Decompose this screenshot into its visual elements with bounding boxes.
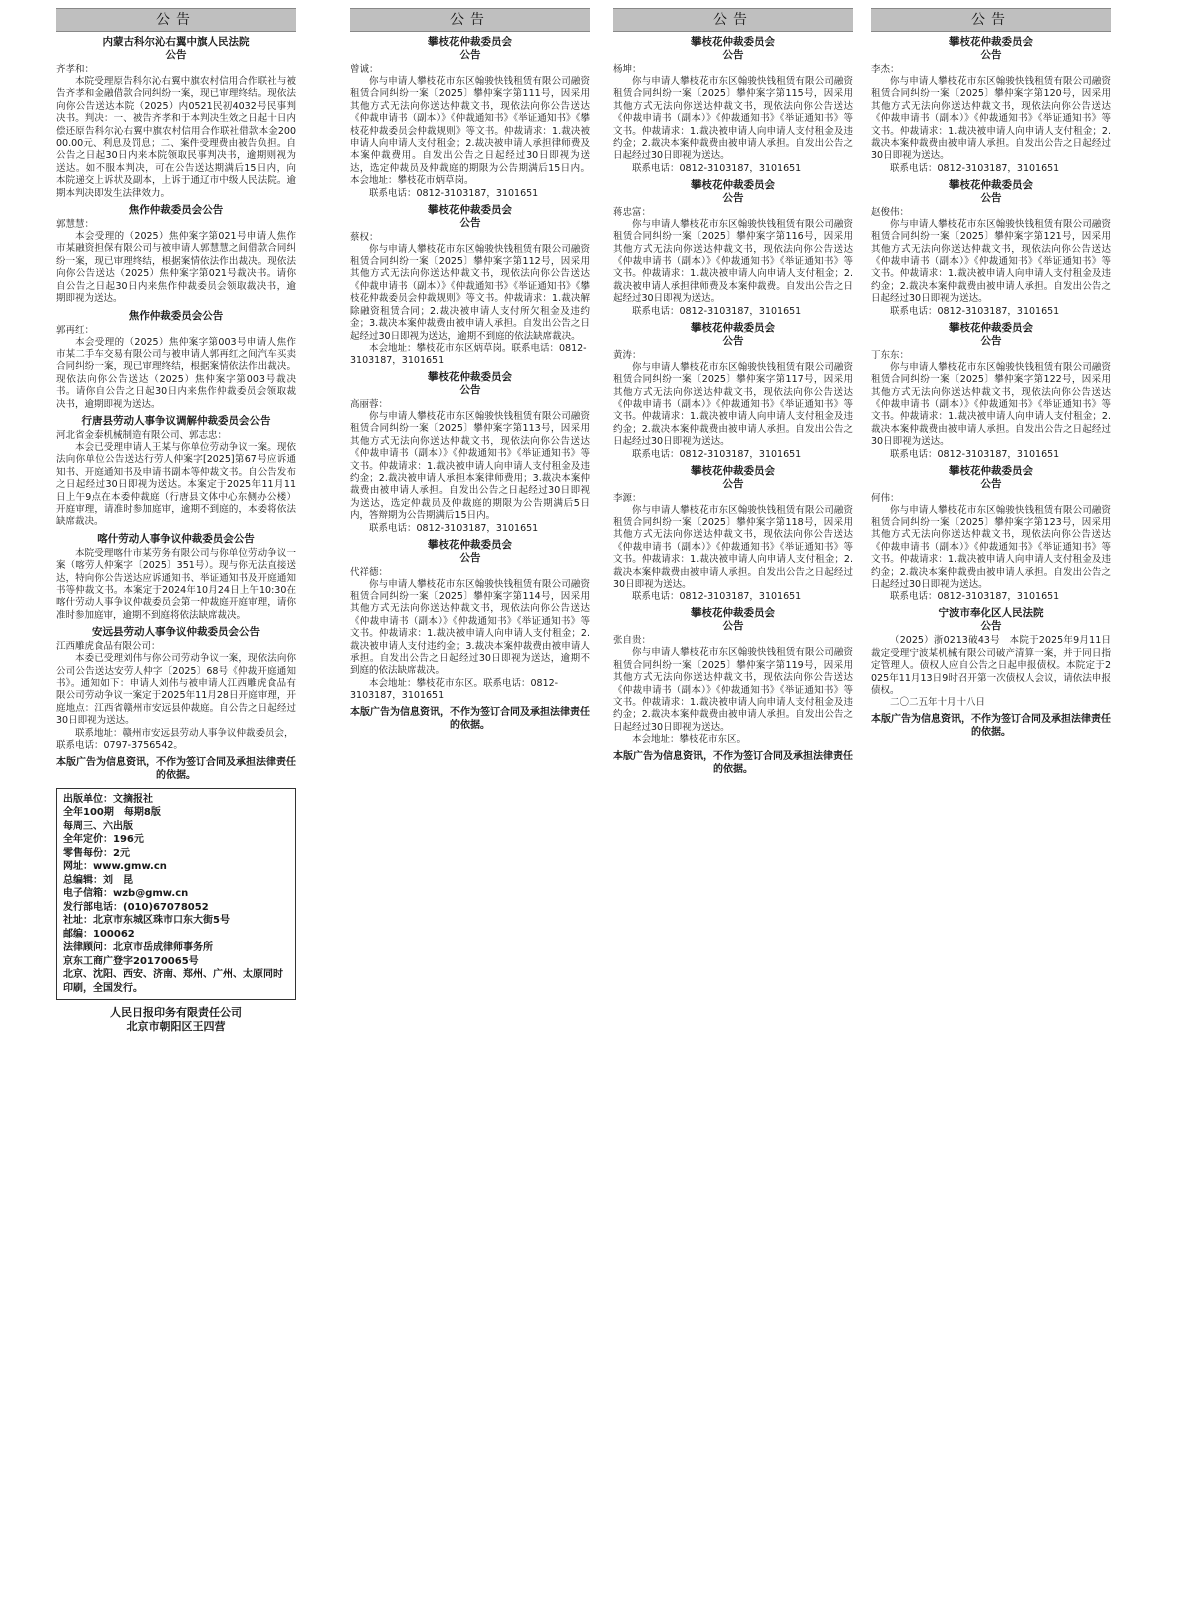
notice-panzhihua-arbitration (350, 36, 590, 200)
notice-date: 二〇二五年十月十八日 (890, 697, 986, 709)
notice-body: 本会已受理申请人王某与你单位劳动争议一案。现依法向你单位公告送达行劳人仲案字[2025]第67号应诉通知书、开庭通知书及申请书副本等仲裁文书。自公告发布之日起经过30日即视为送达。本案定于2025年11月11日上午9点在本委仲裁庭（行唐县文体中心东侧办公楼）开庭审理，请准时参加庭审，逾期不到庭的，本委将依法缺席裁决。 (56, 441, 296, 528)
info-line: 社址：北京市东城区珠市口东大街5号 (63, 915, 230, 927)
notice-org: 攀枝花仲裁委员会 (428, 36, 512, 48)
info-line: 每周三、六出版 (63, 820, 133, 832)
info-line: 发行部电话：(010)67078052 (63, 901, 209, 913)
notice-labor-arbitration (56, 415, 296, 529)
notice-panzhihua-arbitration (613, 36, 853, 175)
notice-column-1 (56, 8, 296, 1614)
info-line: 电子信箱：wzb@gmw.cn (63, 888, 189, 900)
notice-org: 攀枝花仲裁委员会 (949, 464, 1033, 477)
notice-org: 攀枝花仲裁委员会 (691, 321, 775, 334)
info-line: 邮编：100062 (63, 928, 135, 940)
notice-title: 焦作仲裁委员会公告 (128, 309, 224, 322)
notice-body: 你与申请人攀枝花市东区翰骏快钱租赁有限公司融资租赁合同纠纷一案〔2025〕攀仲案字第112号，因采用其他方式无法向你送达仲裁文书，现依法向你公告送达《仲裁申请书（副本）》《仲裁通知书》《举证通知书》《攀枝花仲裁委员会仲裁规则》等文书。仲裁请求：1.裁决解除融资租赁合同；2.裁决被申请人支付所欠租金及违约金；3.裁决本案仲裁费由被申请人承担。自发出公告之日起经过30日即视为送达，逾期不到庭的依法缺席裁决。 (350, 243, 590, 342)
notice-body: 你与申请人攀枝花市东区翰骏快钱租赁有限公司融资租赁合同纠纷一案〔2025〕攀仲案字第114号，因采用其他方式无法向你送达仲裁文书，现依法向你公告送达《仲裁申请书（副本）》《仲裁通知书》《举证通知书》等文书。仲裁请求：1.裁决被申请人向申请人支付租金；2.裁决被申请人支付违约金；3.裁决本案仲裁费由被申请人承担。自发出公告之日起经过30日即视为送达，逾期不到庭的依法缺席裁决。 (350, 578, 590, 677)
info-line: 网址：www.gmw.cn (63, 861, 167, 873)
notice-body: 你与申请人攀枝花市东区翰骏快钱租赁有限公司融资租赁合同纠纷一案〔2025〕攀仲案字第111号，因采用其他方式无法向你送达仲裁文书，现依法向你公告送达《仲裁申请书（副本）》《仲裁通知书》《举证通知书》《攀枝花仲裁委员会仲裁规则》等文书。仲裁请求：1.裁决被申请人向申请人支付租金；2.裁决被申请人承担律师费及本案仲裁费用。自发出公告之日起经过30日即视为送达，选定仲裁员及仲裁庭的期限为公告期满后15日内。本会地址：攀枝花市炳草岗。 (350, 76, 590, 187)
notice-title: 喀什劳动人事争议仲裁委员会公告 (97, 532, 255, 545)
notice-title: 公告 (980, 620, 1002, 633)
notice-body: 你与申请人攀枝花市东区翰骏快钱租赁有限公司融资租赁合同纠纷一案〔2025〕攀仲案字第117号，因采用其他方式无法向你送达仲裁文书，现依法向你公告送达《仲裁申请书（副本）》《仲裁通知书》《举证通知书》等文书。仲裁请求：1.裁决被申请人向申请人支付租金及违约金；2.裁决本案仲裁费由被申请人承担。自发出公告之日起经过30日即视为送达。 (613, 361, 853, 448)
notice-panzhihua-arbitration (613, 322, 853, 461)
publication-info-box (56, 788, 296, 1001)
notice-addressee: 郭慧慧： (56, 219, 95, 231)
notice-body: 本会受理的（2025）焦仲案字第003号申请人焦作市某二手车交易有限公司与被申请人郭再红之间汽车买卖合同纠纷一案，现已审理终结，根据案情依法作出裁决。现依法向你公告送达（2025）焦仲案字第003号裁决书。请你自公告之日起30日内来焦作仲裁委员会领取裁决书，逾期即视为送达。 (56, 336, 296, 410)
notice-org: 攀枝花仲裁委员会 (428, 370, 512, 383)
disclaimer: 本版广告为信息资讯，不作为签订合同及承担法律责任的依据。 (871, 714, 1111, 739)
notice-panzhihua-arbitration (613, 179, 853, 318)
notice-addressee: 江西雕虎食品有限公司： (56, 641, 161, 653)
notice-title: 公告 (459, 216, 481, 229)
notice-addressee: 张自贵： (613, 635, 652, 647)
notice-body: 你与申请人攀枝花市东区翰骏快钱租赁有限公司融资租赁合同纠纷一案〔2025〕攀仲案字第120号，因采用其他方式无法向你送达仲裁文书，现依法向你公告送达《仲裁申请书（副本）》《仲裁通知书》《举证通知书》等文书。仲裁请求：1.裁决被申请人向申请人支付租金；2.裁决本案仲裁费由被申请人承担。自发出公告之日起经过30日即视为送达。 (871, 76, 1111, 162)
notice-panzhihua-arbitration (613, 465, 853, 604)
notice-org: 攀枝花仲裁委员会 (428, 203, 512, 216)
notice-title: 公告 (722, 334, 744, 347)
notice-contact: 联系电话：0812-3103187，3101651 (890, 448, 1060, 460)
notice-column-3 (613, 8, 853, 1614)
notice-body: 本院受理喀什市某劳务有限公司与你单位劳动争议一案（喀劳人仲案字〔2025〕351号）。现与你无法直接送达，特向你公告送达应诉通知书、举证通知书及开庭通知书等仲裁文书。本案定于2024年10月24日上午10:30在喀什劳动人事争议仲裁委员会第一仲裁庭开庭审理，请你准时参加庭审，逾期不到庭将依法缺席裁决。 (56, 547, 296, 621)
notice-title: 公告 (459, 383, 481, 396)
notice-addressee: 齐孝和： (56, 64, 95, 75)
notice-org: 攀枝花仲裁委员会 (949, 321, 1033, 334)
disclaimer: 本版广告为信息资讯，不作为签订合同及承担法律责任的依据。 (613, 751, 853, 776)
notice-org: 攀枝花仲裁委员会 (691, 36, 775, 48)
disclaimer: 本版广告为信息资讯，不作为签订合同及承担法律责任的依据。 (56, 756, 296, 781)
disclaimer: 本版广告为信息资讯，不作为签订合同及承担法律责任的依据。 (350, 706, 590, 731)
notice-addressee: 郭再红： (56, 324, 95, 336)
printer-name: 人民日报印务有限责任公司 (110, 1006, 242, 1020)
notice-panzhihua-arbitration (871, 179, 1111, 318)
notice-title: 公告 (459, 551, 481, 564)
notice-org: 攀枝花仲裁委员会 (949, 36, 1033, 48)
notice-org: 攀枝花仲裁委员会 (691, 464, 775, 477)
notice-column-2 (350, 8, 590, 1614)
notice-ningbo-court (871, 607, 1111, 709)
notice-panzhihua-arbitration (350, 204, 590, 367)
notice-body: 你与申请人攀枝花市东区翰骏快钱租赁有限公司融资租赁合同纠纷一案〔2025〕攀仲案字第121号，因采用其他方式无法向你送达仲裁文书，现依法向你公告送达《仲裁申请书（副本）》《仲裁通知书》《举证通知书》等文书。仲裁请求：1.裁决被申请人向申请人支付租金及违约金；2.裁决本案仲裁费由被申请人承担。自发出公告之日起经过30日即视为送达。 (871, 218, 1111, 305)
column-header: 公告 (871, 8, 1111, 32)
notice-title: 公告 (980, 49, 1002, 61)
notice-addressee: 蒋忠富： (613, 206, 652, 218)
notice-addressee: 蔡权： (350, 231, 379, 243)
notice-title: 公告 (722, 49, 744, 61)
notice-body: 你与申请人攀枝花市东区翰骏快钱租赁有限公司融资租赁合同纠纷一案〔2025〕攀仲案字第118号，因采用其他方式无法向你送达仲裁文书，现依法向你公告送达《仲裁申请书（副本）》《仲裁通知书》《举证通知书》等文书。仲裁请求：1.裁决被申请人向申请人支付租金；2.裁决本案仲裁费由被申请人承担。自发出公告之日起经过30日即视为送达。 (613, 504, 853, 590)
info-line: 全年定价：196元 (63, 834, 144, 846)
notice-addressee: 河北省金泰机械制造有限公司、郭志忠： (56, 429, 228, 441)
notice-contact: 联系电话：0812-3103187，3101651 (890, 591, 1060, 603)
notice-body: 你与申请人攀枝花市东区翰骏快钱租赁有限公司融资租赁合同纠纷一案〔2025〕攀仲案字第115号，因采用其他方式无法向你送达仲裁文书，现依法向你公告送达《仲裁申请书（副本）》《仲裁通知书》《举证通知书》等文书。仲裁请求：1.裁决被申请人向申请人支付租金及违约金；2.裁决本案仲裁费由被申请人承担。自发出公告之日起经过30日即视为送达。 (613, 76, 853, 162)
notice-contact: 联系电话：0812-3103187，3101651 (369, 522, 539, 534)
notice-contact: 联系电话：0812-3103187，3101651 (632, 591, 802, 603)
notice-body: 你与申请人攀枝花市东区翰骏快钱租赁有限公司融资租赁合同纠纷一案〔2025〕攀仲案字第119号，因采用其他方式无法向你送达仲裁文书，现依法向你公告送达《仲裁申请书（副本）》《仲裁通知书》《举证通知书》等文书。仲裁请求：1.裁决被申请人向申请人支付租金及违约金；2.裁决本案仲裁费由被申请人承担。自发出公告之日起经过30日即视为送达。 (613, 647, 853, 733)
notice-addressee: 李源： (613, 492, 642, 504)
notice-panzhihua-arbitration (613, 607, 853, 746)
notice-column-4 (871, 8, 1111, 1614)
notice-title: 公告 (722, 620, 744, 633)
info-line: 出版单位：文摘报社 (63, 793, 153, 805)
notice-title: 焦作仲裁委员会公告 (128, 204, 224, 217)
notice-title: 公告 (980, 477, 1002, 490)
notice-contact: 本会地址：攀枝花市东区。联系电话：0812-3103187，3101651 (350, 677, 559, 701)
notice-body: 本院受理原告科尔沁右翼中旗农村信用合作联社与被告齐孝和金融借款合同纠纷一案，现已审理终结。现依法向你公告送达本院（2025）内0521民初4032号民事判决书。判决：一、被告齐孝和于本判决生效之日起十日内偿还原告科尔沁右翼中旗农村信用合作联社借款本金20000.00元、利息及罚息；二、案件受理费由被告负担。自公告之日起30日内来本院领取民事判决书，逾期则视为送达。如不服本判决，可在公告送达期满后15日内，向本院递交上诉状及副本，上诉于通辽市中级人民法院。逾期本判决即发生法律效力。 (56, 76, 296, 199)
notice-arbitration (56, 310, 296, 411)
notice-addressee: 代祥德： (350, 566, 389, 578)
notice-contact: 联系电话：0812-3103187，3101651 (890, 162, 1060, 174)
info-line: 京东工商广登字20170065号 (63, 955, 199, 967)
notice-panzhihua-arbitration (350, 539, 590, 702)
notice-body: 你与申请人攀枝花市东区翰骏快钱租赁有限公司融资租赁合同纠纷一案〔2025〕攀仲案字第113号，因采用其他方式无法向你送达仲裁文书，现依法向你公告送达《仲裁申请书（副本）》《仲裁通知书》《举证通知书》等文书。仲裁请求：1.裁决被申请人向申请人支付租金及违约金；2.裁决被申请人承担本案律师费用；3.裁决本案仲裁费由被申请人承担。自发出公告之日起经过30日即视为送达，选定仲裁员及仲裁庭的期限为公告期满后5日内，答辩期为公告期满后15日内。 (350, 410, 590, 522)
notice-court (56, 36, 296, 200)
notice-body: 本会受理的（2025）焦仲案字第021号申请人焦作市某融资担保有限公司与被申请人郭慧慧之间借款合同纠纷一案，现已审理终结，根据案情依法作出裁决。现依法向你公告送达（2025）焦仲案字第021号裁决书。请你自公告之日起30日内来焦作仲裁委员会领取裁决书，逾期即视为送达。 (56, 231, 296, 305)
notice-addressee: 赵俊伟： (871, 206, 910, 218)
notice-contact: 联系电话：0812-3103187，3101651 (632, 448, 802, 460)
notice-title: 公告 (722, 191, 744, 204)
info-line: 零售每份：2元 (63, 847, 130, 859)
notice-contact: 本会地址：攀枝花市东区。 (632, 734, 747, 746)
notice-panzhihua-arbitration (871, 465, 1111, 604)
notice-body: 你与申请人攀枝花市东区翰骏快钱租赁有限公司融资租赁合同纠纷一案〔2025〕攀仲案字第122号，因采用其他方式无法向你送达仲裁文书，现依法向你公告送达《仲裁申请书（副本）》《仲裁通知书》《举证通知书》等文书。仲裁请求：1.裁决被申请人向申请人支付租金；2.裁决本案仲裁费由被申请人承担。自发出公告之日起经过30日即视为送达。 (871, 361, 1111, 448)
notice-contact: 联系电话：0812-3103187，3101651 (632, 162, 802, 174)
notice-body: 你与申请人攀枝花市东区翰骏快钱租赁有限公司融资租赁合同纠纷一案〔2025〕攀仲案字第116号，因采用其他方式无法向你送达仲裁文书，现依法向你公告送达《仲裁申请书（副本）》《仲裁通知书》《举证通知书》等文书。仲裁请求：1.裁决被申请人向申请人支付租金；2.裁决被申请人承担律师费及本案仲裁费。自发出公告之日起经过30日即视为送达。 (613, 218, 853, 305)
column-header: 公告 (56, 8, 296, 32)
notice-addressee: 丁东东： (871, 349, 910, 361)
notice-panzhihua-arbitration (871, 322, 1111, 461)
notice-addressee: 杨坤： (613, 64, 642, 75)
notice-contact: 本会地址：攀枝花市东区炳草岗。联系电话：0812-3103187，3101651 (350, 342, 587, 366)
notice-labor-arbitration (56, 626, 296, 751)
notice-addressee: 高丽蓉： (350, 398, 389, 410)
notice-title: 公告 (980, 191, 1002, 204)
notice-body: 你与申请人攀枝花市东区翰骏快钱租赁有限公司融资租赁合同纠纷一案〔2025〕攀仲案字第123号，因采用其他方式无法向你送达仲裁文书，现依法向你公告送达《仲裁申请书（副本）》《仲裁通知书》《举证通知书》等文书。仲裁请求：1.裁决被申请人向申请人支付租金及违约金；2.裁决本案仲裁费由被申请人承担。自发出公告之日起经过30日即视为送达。 (871, 504, 1111, 590)
printer-address: 北京市朝阳区王四营 (126, 1020, 226, 1034)
notice-org: 攀枝花仲裁委员会 (428, 538, 512, 551)
notice-addressee: 曾诚： (350, 64, 379, 75)
notice-arbitration (56, 204, 296, 305)
notice-body: （2025）浙0213破43号 本院于2025年9月11日裁定受理宁波某机械有限公司破产清算一案，并于同日指定管理人。债权人应自公告之日起申报债权。本院定于2025年11月13日9时召开第一次债权人会议，请依法申报债权。 (871, 635, 1111, 696)
notice-org: 攀枝花仲裁委员会 (949, 178, 1033, 191)
notice-title: 安远县劳动人事争议仲裁委员会公告 (92, 626, 260, 639)
notice-contact: 联系电话：0812-3103187，3101651 (369, 187, 539, 199)
notice-title: 公告 (722, 477, 744, 490)
column-header: 公告 (350, 8, 590, 32)
notice-panzhihua-arbitration (871, 36, 1111, 175)
info-line: 法律顾问：北京市岳成律师事务所 (63, 942, 213, 954)
notice-addressee: 何伟： (871, 492, 900, 504)
notice-addressee: 李杰： (871, 64, 900, 75)
column-header: 公告 (613, 8, 853, 32)
info-line: 全年100期 每期8版 (63, 807, 161, 819)
notice-addressee: 黄涛： (613, 349, 642, 361)
notice-org: 攀枝花仲裁委员会 (691, 178, 775, 191)
notice-org: 内蒙古科尔沁右翼中旗人民法院 (102, 36, 250, 48)
notice-title: 行唐县劳动人事争议调解仲裁委员会公告 (81, 414, 271, 427)
notice-contact: 联系地址：赣州市安远县劳动人事争议仲裁委员会，联系电话：0797-3756542。 (56, 727, 294, 751)
notice-org: 攀枝花仲裁委员会 (691, 607, 775, 620)
notice-body: 本委已受理刘伟与你公司劳动争议一案，现依法向你公司公告送达安劳人仲字〔2025〕68号《仲裁开庭通知书》。通知如下：申请人刘伟与被申请人江西雕虎食品有限公司劳动争议一案定于2025年11月28日开庭审理，开庭地点：江西省赣州市安远县仲裁庭。自公告之日起经过30日即视为送达。 (56, 653, 296, 727)
notice-title: 公告 (980, 334, 1002, 347)
notice-title: 公告 (165, 49, 187, 61)
notice-labor-arbitration (56, 533, 296, 622)
notice-org: 宁波市奉化区人民法院 (938, 607, 1044, 620)
notice-title: 公告 (459, 49, 481, 61)
notice-panzhihua-arbitration (350, 371, 590, 535)
info-line: 总编辑：刘 昆 (63, 874, 133, 886)
notice-contact: 联系电话：0812-3103187，3101651 (632, 305, 802, 317)
printer-info (56, 1006, 296, 1034)
info-line: 北京、沈阳、西安、济南、郑州、广州、太原同时印刷，全国发行。 (63, 969, 283, 994)
notice-contact: 联系电话：0812-3103187，3101651 (890, 305, 1060, 317)
